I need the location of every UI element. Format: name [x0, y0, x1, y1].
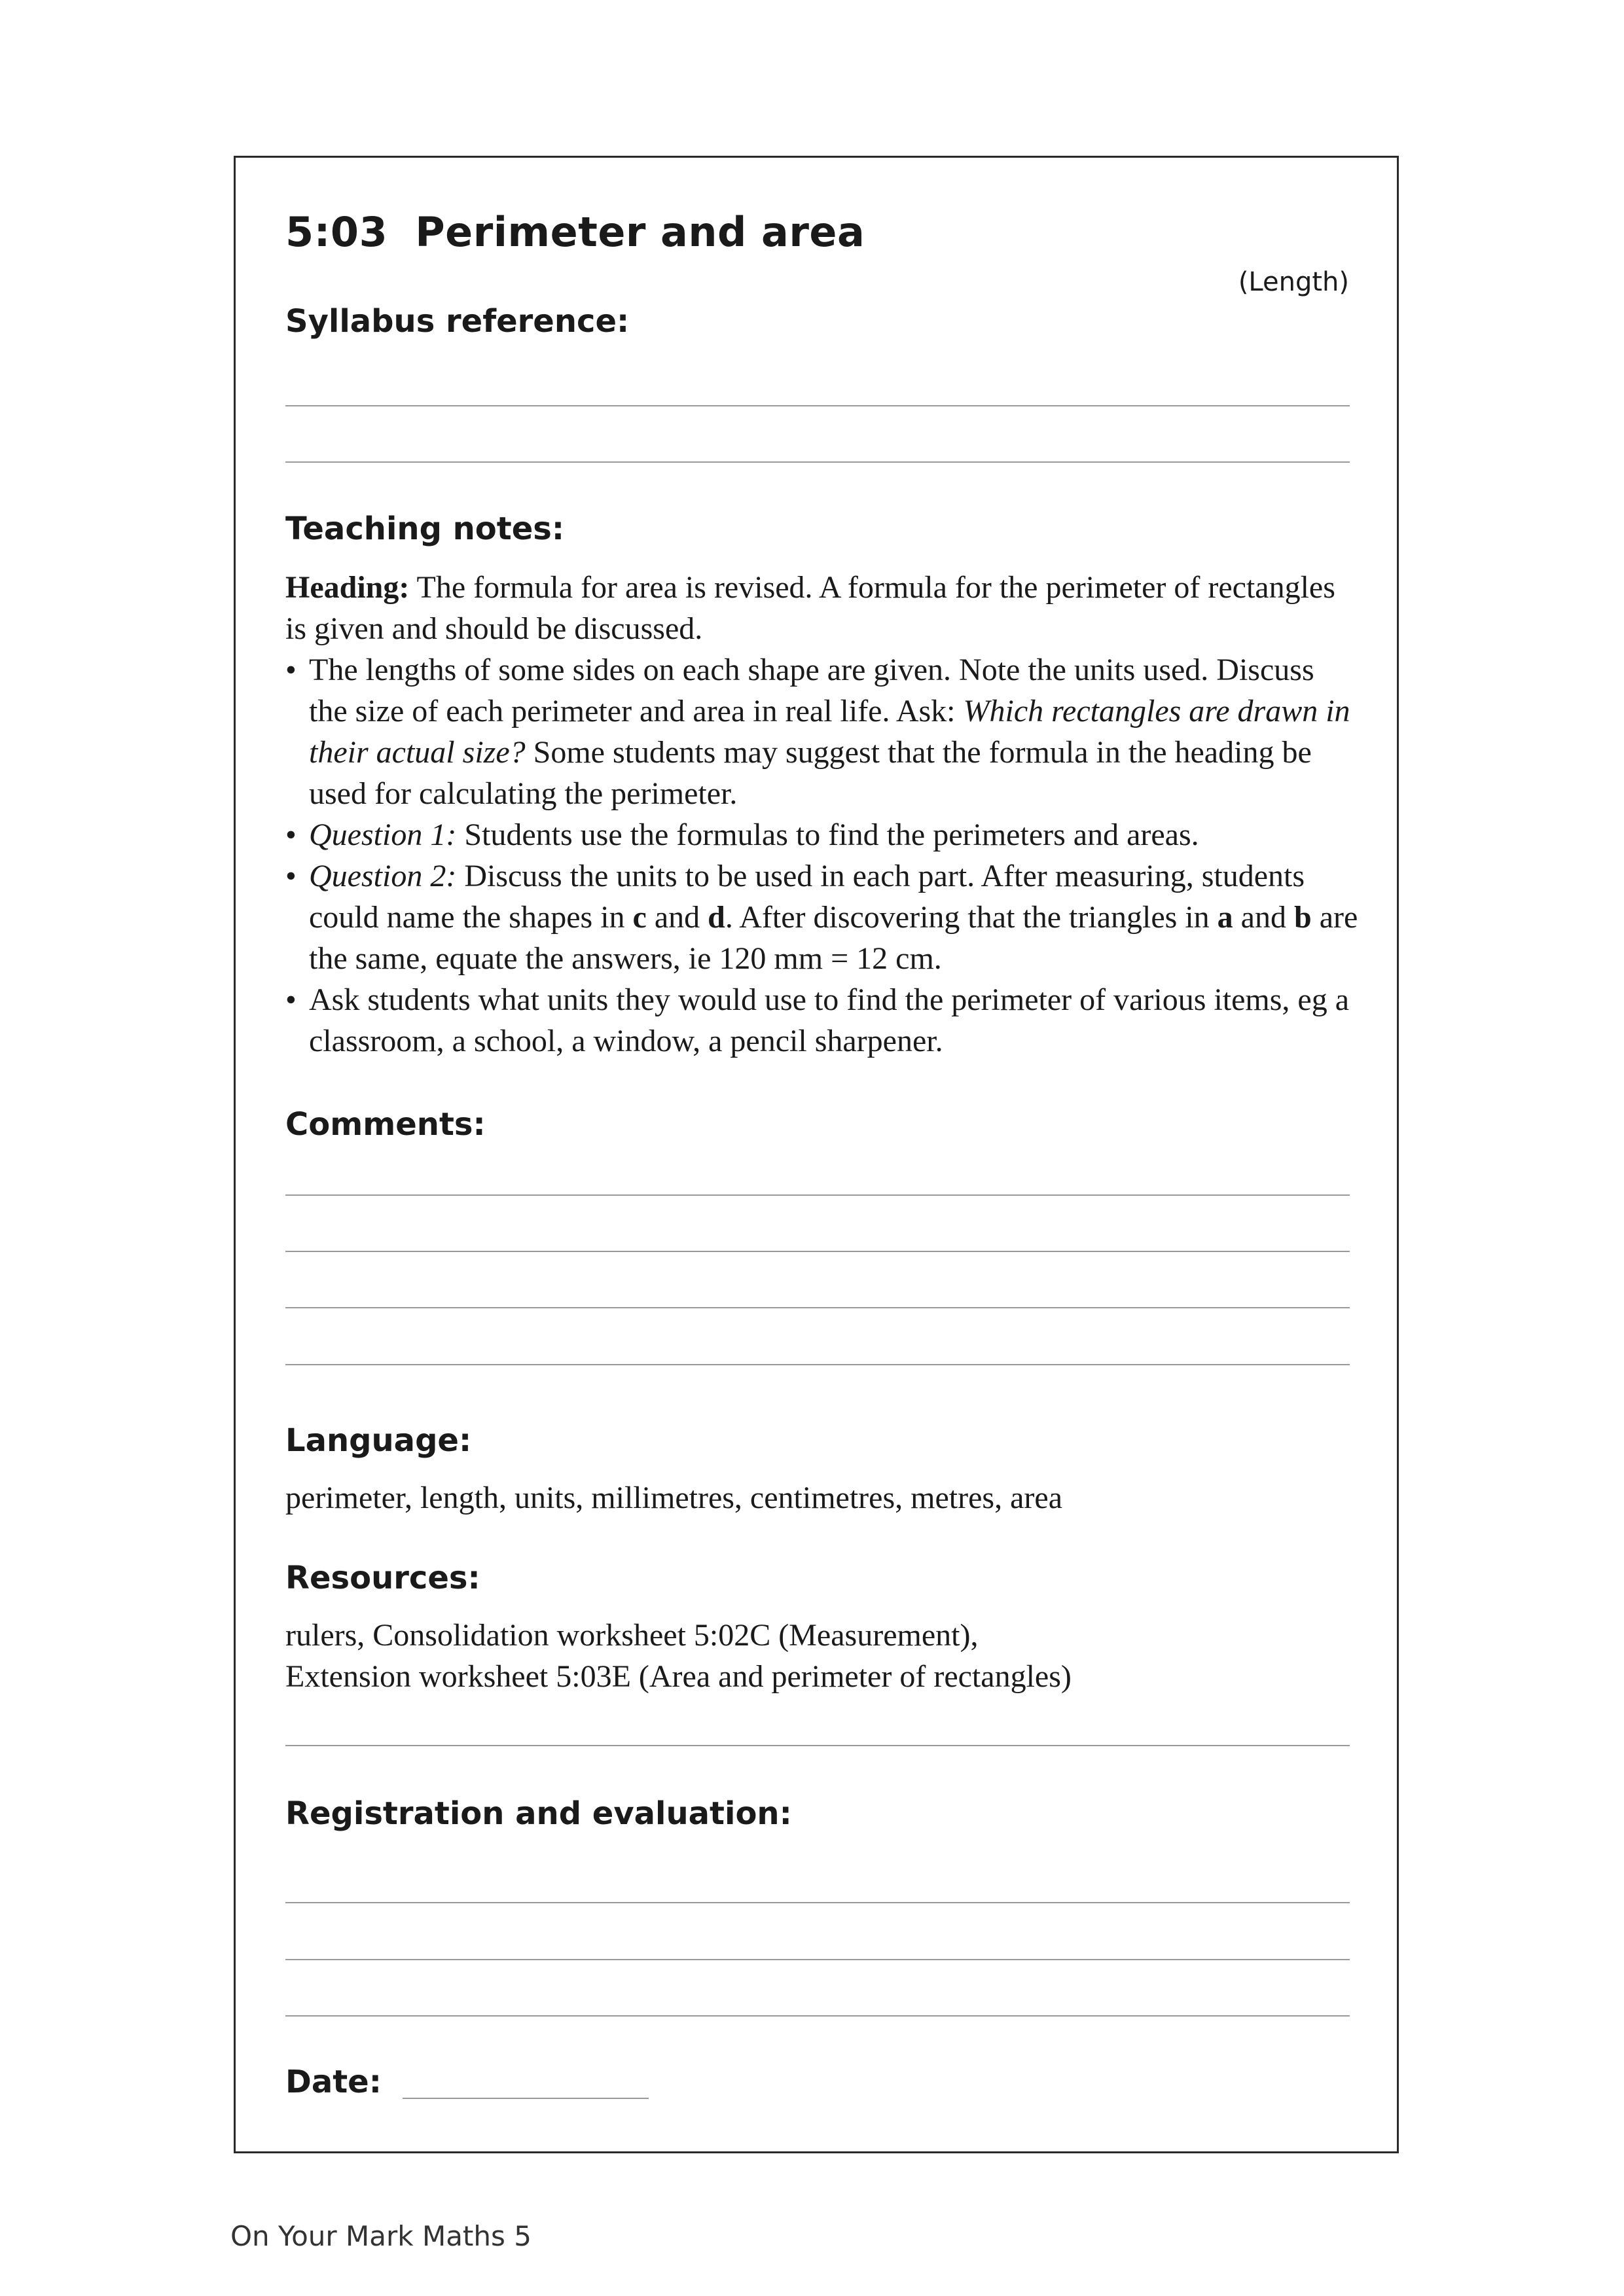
- bullet3-text-end: are the same, equate the answers, ie 120 mm = 12 cm.: [309, 900, 1358, 976]
- syllabus-line-2[interactable]: [285, 461, 1350, 463]
- date-label: Date:: [285, 2064, 382, 2100]
- syllabus-heading: Syllabus reference:: [285, 303, 630, 340]
- bullet4-text: Ask students what units they would use to find the perimeter of various items, eg a classroom, a school, a window, a pencil sharpener.: [309, 982, 1350, 1058]
- teaching-notes-list: [285, 649, 1359, 1062]
- bullet3-text-b: . After discovering that the triangles in: [725, 900, 1218, 935]
- language-heading: Language:: [285, 1422, 472, 1459]
- resources-heading: Resources:: [285, 1560, 480, 1596]
- resources-line-1: rulers, Consolidation worksheet 5:02C (Measurement),: [285, 1618, 979, 1653]
- comments-line-3[interactable]: [285, 1307, 1350, 1308]
- teaching-notes-intro: [285, 567, 1359, 649]
- teaching-notes-body: [285, 567, 1359, 1062]
- bullet2-italic: Question 1:: [309, 817, 457, 852]
- bullet2-text: Students use the formulas to find the perimeters and areas.: [456, 817, 1199, 852]
- registration-line-3[interactable]: [285, 2015, 1350, 2017]
- intro-label: Heading:: [285, 570, 410, 605]
- bullet3-bold-d: d: [708, 900, 725, 935]
- comments-line-2[interactable]: [285, 1251, 1350, 1252]
- registration-heading: Registration and evaluation:: [285, 1795, 792, 1832]
- title-text: Perimeter and area: [415, 208, 865, 256]
- language-text: perimeter, length, units, millimetres, centimetres, metres, area: [285, 1480, 1062, 1515]
- intro-text: The formula for area is revised. A formula for the perimeter of rectangles is given and should be discussed.: [285, 570, 1335, 646]
- bullet3-bold-c: c: [632, 900, 647, 935]
- teaching-notes-heading: Teaching notes:: [285, 511, 565, 547]
- bullet1-text-a: The lengths of some sides on each shape are given. Note the units used. Discuss the size of each perimeter and area in real life. Ask:: [309, 653, 1314, 728]
- bullet1-text-b: Some students may suggest that the formula in the heading be used for calculating the perimeter.: [309, 735, 1312, 811]
- page-footer: On Your Mark Maths 5: [230, 2220, 532, 2252]
- list-item: [285, 649, 1359, 814]
- list-item: [285, 814, 1359, 855]
- bullet3-and-1: and: [646, 900, 708, 935]
- comments-line-4[interactable]: [285, 1364, 1350, 1365]
- registration-line-1[interactable]: [285, 1902, 1350, 1903]
- resources-text: [285, 1615, 1359, 1697]
- date-field[interactable]: [403, 2098, 649, 2099]
- list-item: [285, 979, 1359, 1062]
- registration-line-2[interactable]: [285, 1959, 1350, 1960]
- syllabus-line-1[interactable]: [285, 405, 1350, 406]
- bullet3-bold-a: a: [1217, 900, 1233, 935]
- page-title: [285, 208, 865, 256]
- resources-rule: [285, 1745, 1350, 1746]
- title-number: 5:03: [285, 208, 388, 256]
- bullet3-bold-b: b: [1293, 900, 1312, 935]
- comments-line-1[interactable]: [285, 1194, 1350, 1196]
- bullet3-and-2: and: [1233, 900, 1294, 935]
- bullet3-italic: Question 2:: [309, 859, 457, 893]
- resources-line-2: Extension worksheet 5:03E (Area and perimeter of rectangles): [285, 1659, 1072, 1694]
- page-frame: [234, 156, 1399, 2153]
- comments-heading: Comments:: [285, 1106, 486, 1143]
- topic-label: (Length): [1238, 267, 1349, 297]
- list-item: [285, 855, 1359, 979]
- bullet1-italic: Which rectangles are drawn in their actual size?: [309, 694, 1350, 770]
- bullet3-text-a: Discuss the units to be used in each part. After measuring, students could name the shapes in: [309, 859, 1305, 935]
